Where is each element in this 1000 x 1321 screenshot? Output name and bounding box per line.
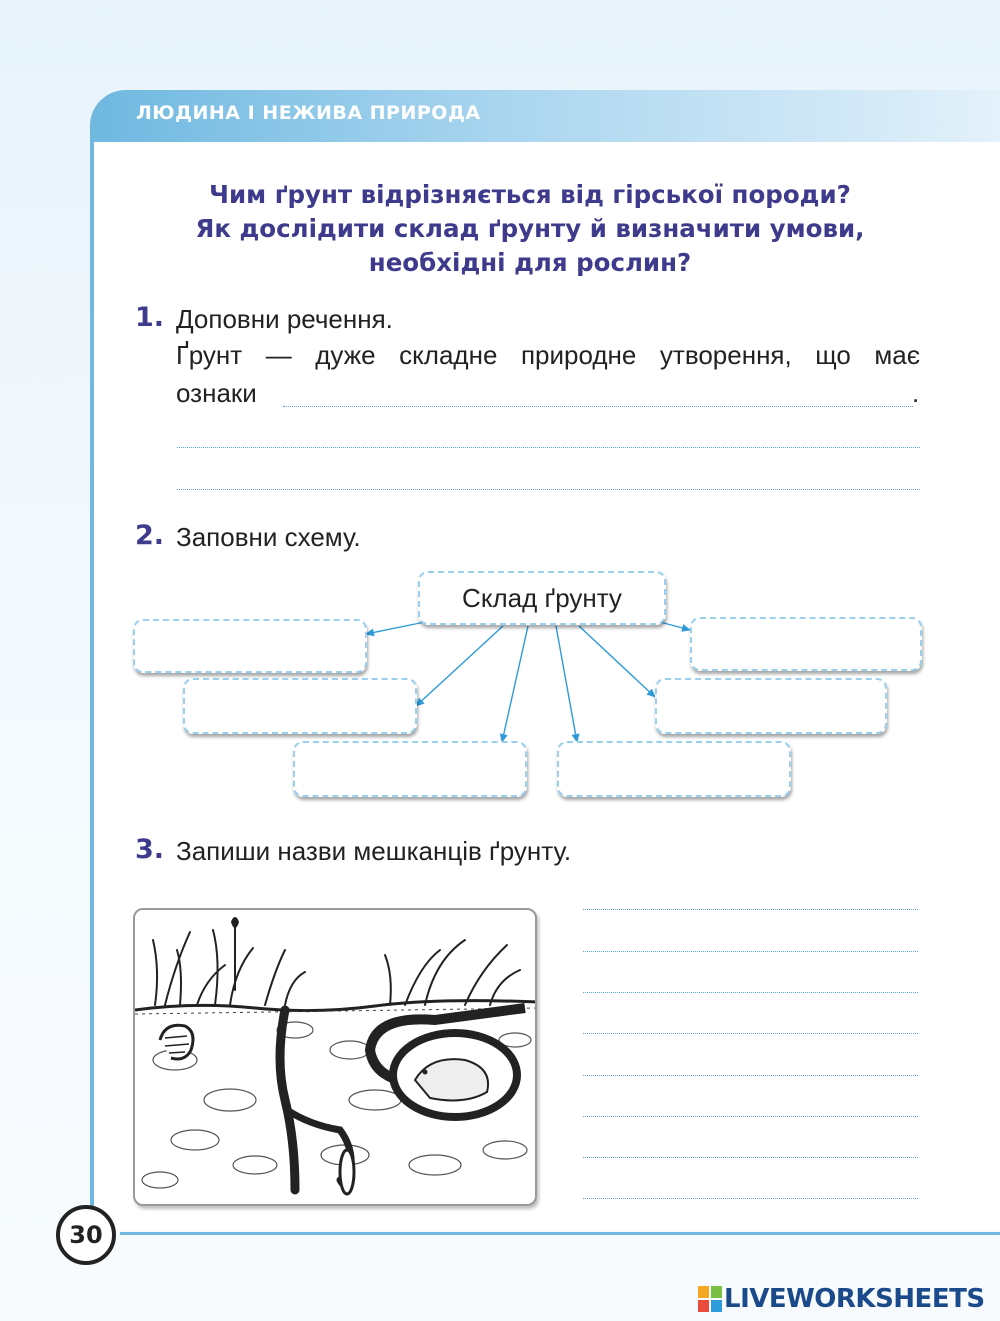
larva-icon	[160, 1025, 193, 1059]
brand-name: LIVEWORKSHEETS	[724, 1284, 985, 1314]
task-1-sentence: Ґрунт — дуже складне природне утворення, що має	[176, 340, 920, 370]
arrow	[556, 626, 577, 742]
scheme-answer-box[interactable]	[133, 619, 367, 673]
scheme-answer-box[interactable]	[557, 741, 791, 797]
page-number: 30	[56, 1205, 116, 1265]
arrow	[366, 622, 425, 634]
task-1-instruction: Доповни речення.	[176, 304, 393, 334]
scheme-answer-box[interactable]	[183, 678, 417, 734]
answer-line[interactable]	[583, 1157, 918, 1158]
question-line: необхідні для рослин?	[368, 248, 692, 277]
mole-burrow-icon	[370, 1008, 525, 1117]
task-2-number: 2.	[135, 520, 165, 551]
answer-line[interactable]	[583, 1075, 918, 1076]
soil-inhabitants-illustration	[133, 908, 537, 1206]
task-1-sentence-start: ознаки	[176, 378, 257, 408]
answer-line[interactable]	[583, 1033, 918, 1034]
answer-line[interactable]	[583, 951, 918, 952]
answer-line[interactable]	[583, 992, 918, 993]
answer-line[interactable]	[583, 1198, 918, 1199]
task-3-instruction: Запиши назви мешканців ґрунту.	[176, 836, 572, 866]
brand-logo	[698, 1284, 985, 1314]
task-1-number: 1.	[135, 302, 165, 333]
plant-stem-icon	[153, 940, 157, 1005]
answer-line[interactable]	[583, 909, 918, 910]
scheme-answer-box[interactable]	[690, 617, 922, 671]
arrow	[579, 626, 655, 697]
arrow	[660, 622, 690, 630]
question-line: Як дослідити склад ґрунту й визначити умови,	[195, 214, 865, 243]
answer-line[interactable]	[583, 1116, 918, 1117]
scheme-root: Склад ґрунту	[418, 571, 666, 625]
page-bottom-rule	[120, 1232, 1000, 1235]
task-1-sentence-end: .	[912, 378, 920, 408]
arrow	[502, 626, 528, 742]
question-line: Чим ґрунт відрізняється від гірської породи?	[209, 180, 851, 209]
scheme-answer-box[interactable]	[655, 678, 887, 734]
arrow	[416, 626, 503, 706]
task-3-number: 3.	[135, 834, 165, 865]
scheme-answer-box[interactable]	[293, 741, 527, 797]
liveworksheets-logo-icon	[698, 1286, 722, 1312]
section-title: ЛЮДИНА І НЕЖИВА ПРИРОДА	[136, 102, 481, 124]
task-2-instruction: Заповни схему.	[176, 522, 361, 552]
